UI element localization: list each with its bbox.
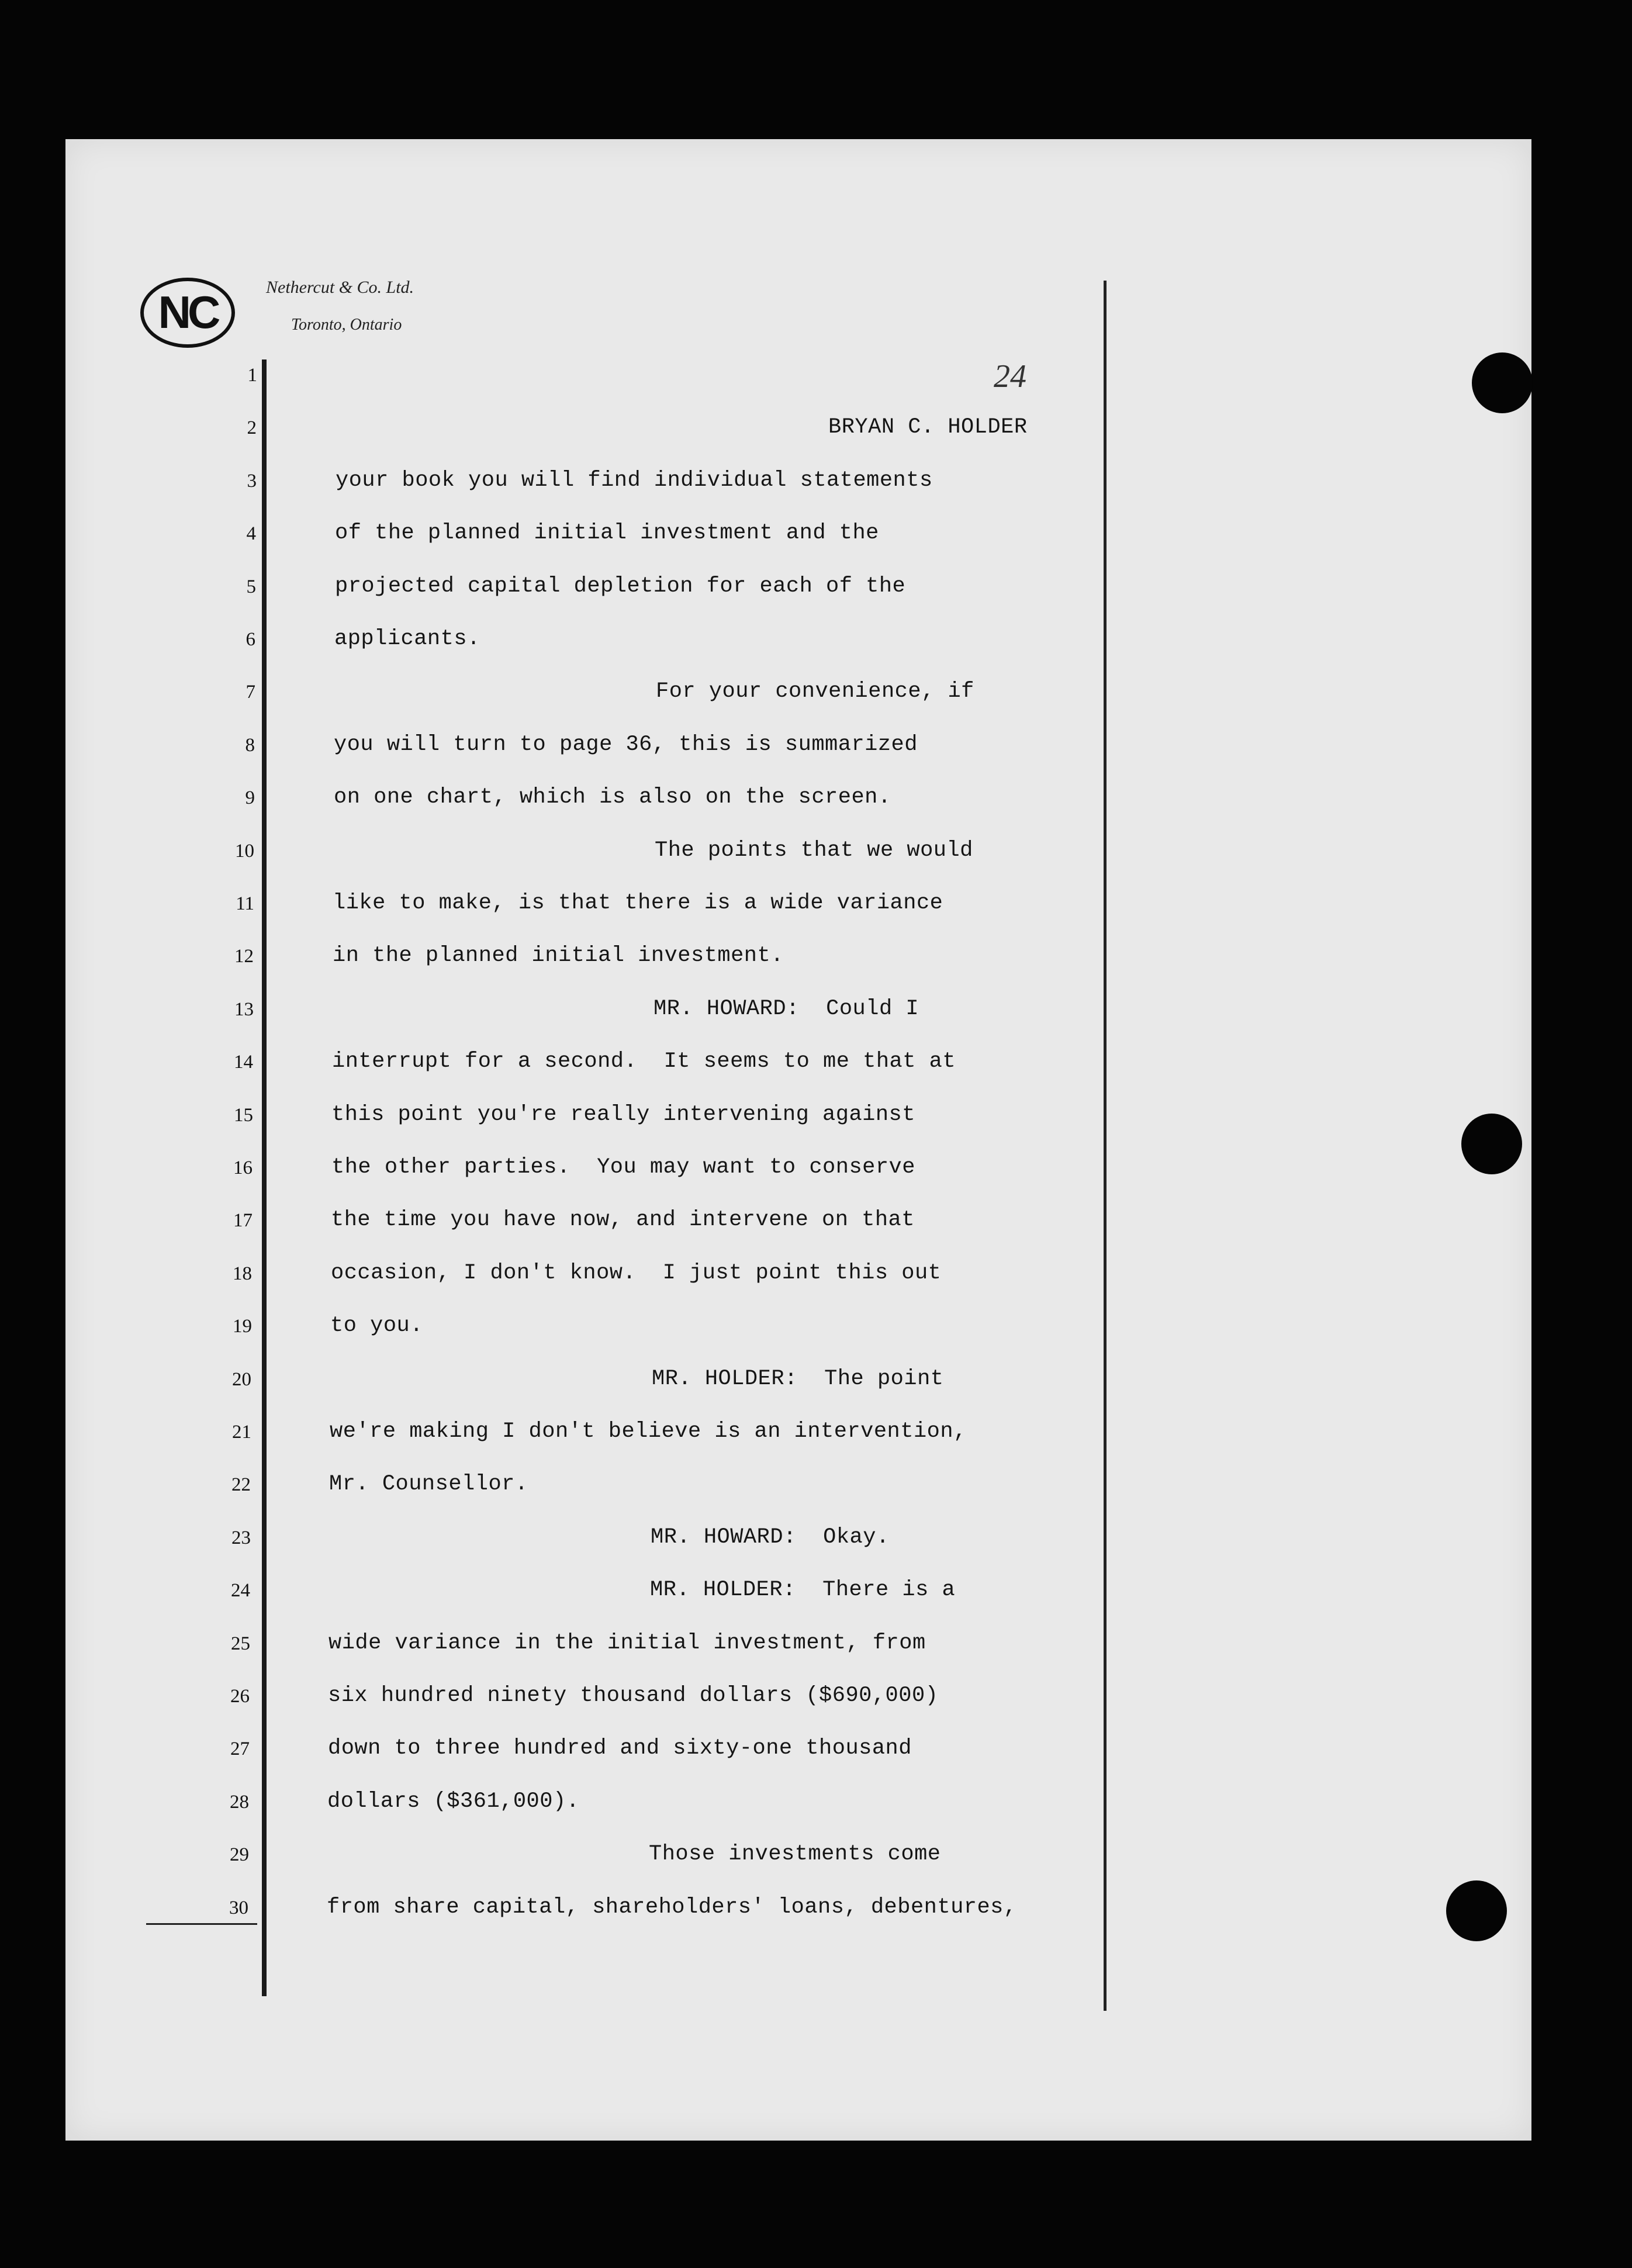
line-number: 28: [230, 1791, 249, 1813]
line-number: 23: [231, 1527, 251, 1548]
binder-hole-top: [1472, 352, 1533, 413]
line-number: 8: [245, 734, 255, 756]
line-number: 10: [235, 840, 254, 862]
transcript-line: down to three hundred and sixty-one thousand: [328, 1736, 912, 1761]
transcript-line: MR. HOLDER: The point: [652, 1366, 944, 1391]
transcript-line: MR. HOLDER: There is a: [650, 1578, 956, 1603]
line-number: 16: [233, 1157, 253, 1178]
page-number: 24: [994, 358, 1026, 395]
transcript-line: The points that we would: [655, 838, 973, 863]
transcript-line: applicants.: [334, 627, 480, 651]
transcript-line: the other parties. You may want to conserve: [331, 1155, 915, 1180]
transcript-line: BRYAN C. HOLDER: [828, 415, 1028, 440]
transcript-line: on one chart, which is also on the screen.: [334, 785, 891, 810]
transcript-line: like to make, is that there is a wide variance: [333, 891, 943, 915]
line-number: 2: [247, 417, 257, 439]
line-number: 27: [230, 1738, 250, 1760]
transcript-line: Those investments come: [649, 1842, 941, 1867]
transcript-line: dollars ($361,000).: [327, 1789, 580, 1814]
transcript-line: from share capital, shareholders' loans, debentures,: [327, 1894, 1017, 1920]
right-margin-rule: [1104, 281, 1107, 2011]
line-number: 11: [236, 893, 254, 914]
line-number: 17: [233, 1210, 253, 1232]
logo-text: NC: [158, 286, 217, 338]
binder-hole-bottom: [1446, 1880, 1507, 1941]
transcript-line: to you.: [330, 1313, 423, 1339]
line-number: 18: [233, 1263, 252, 1284]
transcript-line: six hundred ninety thousand dollars ($690,000): [328, 1683, 939, 1708]
line-number: 14: [234, 1052, 253, 1073]
line-number: 24: [231, 1580, 250, 1602]
line-number: 29: [230, 1844, 249, 1866]
transcript-line: For your convenience, if: [656, 679, 974, 704]
line-number: 25: [231, 1633, 250, 1654]
transcript-line: MR. HOWARD: Okay.: [651, 1524, 890, 1550]
line-number: 5: [246, 576, 256, 597]
transcript-page: [65, 139, 1531, 2141]
margin-tick-mark: [146, 1923, 257, 1925]
transcript-line: we're making I don't believe is an intervention,: [330, 1419, 967, 1444]
transcript-line: projected capital depletion for each of the: [335, 573, 906, 599]
transcript-line: Mr. Counsellor.: [329, 1472, 528, 1497]
transcript-line: of the planned initial investment and the: [335, 521, 879, 546]
firm-city: Toronto, Ontario: [291, 316, 402, 334]
transcript-line: you will turn to page 36, this is summarized: [334, 732, 918, 757]
line-number: 15: [234, 1104, 253, 1126]
line-number: 6: [246, 629, 255, 650]
firm-name: Nethercut & Co. Ltd.: [266, 278, 414, 297]
transcript-line: the time you have now, and intervene on that: [331, 1208, 915, 1233]
line-number: 20: [232, 1368, 251, 1390]
line-number: 19: [233, 1316, 252, 1337]
line-number: 12: [234, 946, 254, 967]
line-number: 26: [230, 1686, 250, 1707]
line-number: 1: [247, 365, 257, 386]
transcript-line: this point you're really intervening against: [331, 1102, 915, 1127]
binder-hole-middle: [1461, 1114, 1522, 1174]
line-number: 9: [245, 787, 255, 809]
line-number: 7: [246, 682, 255, 703]
line-number: 22: [231, 1474, 251, 1496]
line-number: 13: [234, 998, 254, 1020]
transcript-line: your book you will find individual statements: [336, 468, 933, 493]
line-number: 4: [246, 523, 256, 545]
left-margin-rule: [262, 359, 267, 1996]
transcript-line: occasion, I don't know. I just point this out: [331, 1260, 942, 1285]
line-number: 30: [229, 1897, 248, 1918]
firm-logo: [140, 278, 235, 348]
transcript-line: MR. HOWARD: Could I: [654, 996, 919, 1021]
transcript-line: in the planned initial investment.: [333, 943, 784, 969]
line-number: 3: [247, 470, 257, 492]
transcript-line: wide variance in the initial investment, from: [329, 1630, 926, 1655]
line-number: 21: [232, 1422, 251, 1443]
transcript-line: interrupt for a second. It seems to me that at: [332, 1049, 956, 1074]
